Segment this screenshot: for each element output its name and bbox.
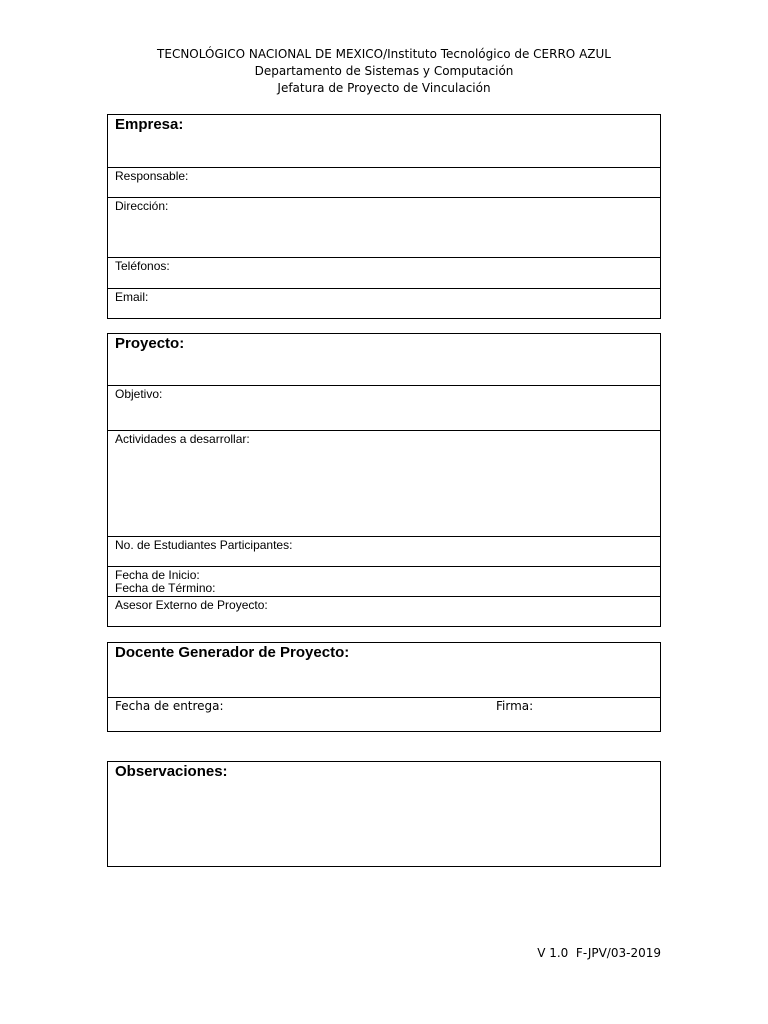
header-department: Departamento de Sistemas y Computación [254, 64, 514, 78]
empresa-title-field[interactable] [108, 115, 660, 167]
empresa-title: Empresa: [115, 116, 184, 133]
asesor-field[interactable] [108, 596, 660, 626]
docente-section [107, 642, 661, 732]
fecha-entrega-label: Fecha de entrega: [115, 699, 224, 713]
observaciones-section[interactable] [107, 761, 661, 867]
objetivo-label: Objetivo: [115, 387, 163, 401]
email-label: Email: [115, 290, 149, 304]
observaciones-field[interactable] [108, 762, 660, 862]
direccion-label: Dirección: [115, 199, 169, 213]
email-field[interactable] [108, 288, 660, 318]
fecha-termino-label: Fecha de Término: [115, 581, 216, 595]
proyecto-title: Proyecto: [115, 335, 185, 352]
telefonos-field[interactable] [108, 257, 660, 288]
direccion-field[interactable] [108, 197, 660, 257]
actividades-field[interactable] [108, 430, 660, 536]
estudiantes-field[interactable] [108, 536, 660, 566]
asesor-label: Asesor Externo de Proyecto: [115, 598, 268, 612]
responsable-field[interactable] [108, 167, 660, 197]
observaciones-title: Observaciones: [115, 763, 228, 780]
entrega-firma-field[interactable] [108, 697, 660, 731]
header-office: Jefatura de Proyecto de Vinculación [277, 81, 491, 95]
docente-title-field[interactable] [108, 643, 660, 697]
fechas-field[interactable] [108, 566, 660, 596]
docente-title: Docente Generador de Proyecto: [115, 644, 350, 661]
estudiantes-label: No. de Estudiantes Participantes: [115, 538, 293, 552]
proyecto-title-field[interactable] [108, 334, 660, 385]
fecha-inicio-label: Fecha de Inicio: [115, 568, 200, 582]
empresa-section [107, 114, 661, 319]
telefonos-label: Teléfonos: [115, 259, 170, 273]
header-institution: TECNOLÓGICO NACIONAL DE MEXICO/Instituto Tecnológico de CERRO AZUL [157, 47, 611, 61]
proyecto-section [107, 333, 661, 627]
responsable-label: Responsable: [115, 169, 189, 183]
version-code: V 1.0 F-JPV/03-2019 [537, 946, 661, 960]
actividades-label: Actividades a desarrollar: [115, 432, 250, 446]
firma-label: Firma: [496, 699, 534, 713]
objetivo-field[interactable] [108, 385, 660, 430]
document-header [0, 46, 768, 97]
